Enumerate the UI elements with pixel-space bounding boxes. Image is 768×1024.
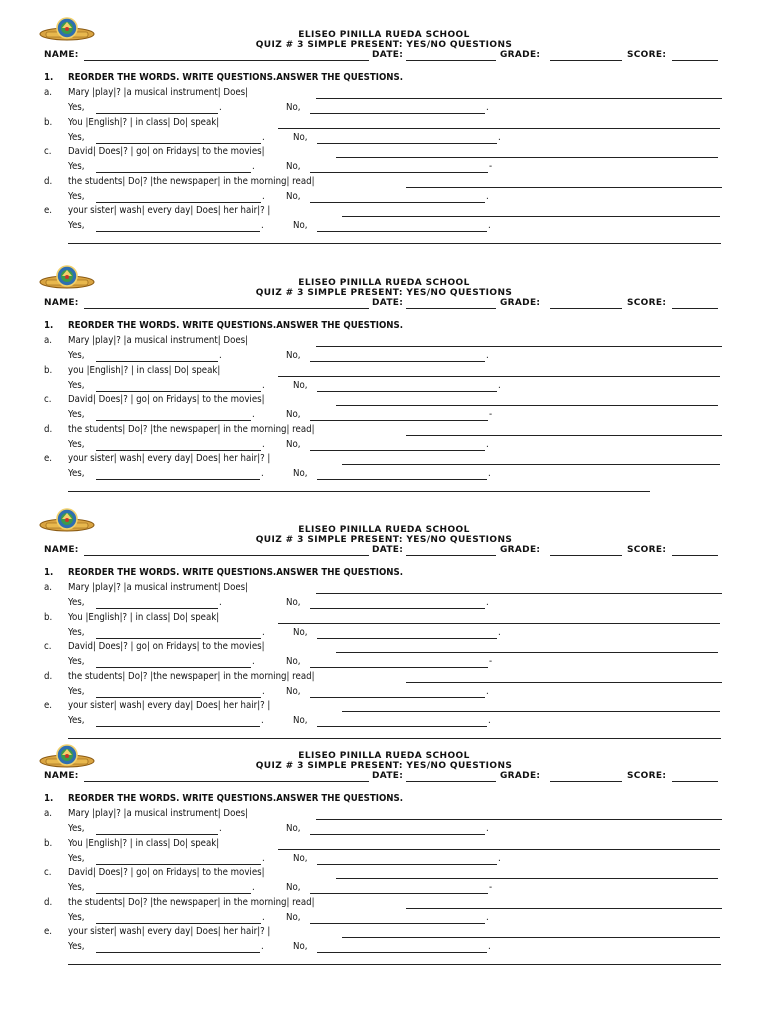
score-field[interactable] (672, 308, 718, 309)
question-answer-line[interactable] (278, 376, 720, 377)
yes-period: . (252, 882, 255, 893)
yes-period: . (252, 161, 255, 172)
yes-period: . (261, 220, 264, 231)
no-answer-line[interactable] (310, 420, 488, 421)
no-label: No, (286, 911, 301, 923)
answer-row (44, 350, 724, 364)
question-prompt: David| Does|? | go| on Fridays| to the movies| (68, 394, 265, 405)
yes-answer-line[interactable] (96, 667, 251, 668)
student-info-row (44, 771, 724, 783)
no-period: . (488, 220, 491, 231)
no-label: No, (286, 685, 301, 697)
answer-row (44, 220, 724, 234)
question-row (44, 394, 724, 408)
no-answer-line[interactable] (310, 697, 485, 698)
yes-period: . (262, 379, 265, 391)
yes-label: Yes, (68, 941, 85, 952)
quiz-title: QUIZ # 3 SIMPLE PRESENT: YES/NO QUESTIONS (255, 40, 513, 50)
yes-answer-line[interactable] (96, 479, 260, 480)
yes-label: Yes, (68, 220, 85, 231)
question-row (44, 176, 724, 190)
question-answer-line[interactable] (316, 819, 722, 820)
yes-label: Yes, (68, 911, 85, 923)
no-label: No, (286, 823, 301, 834)
grade-label: GRADE: (500, 50, 541, 60)
yes-answer-line[interactable] (96, 726, 260, 727)
question-row (44, 808, 724, 822)
answer-row (44, 161, 724, 175)
no-label: No, (286, 102, 301, 113)
question-prompt: your sister| wash| every day| Does| her hair|? | (68, 453, 271, 464)
no-answer-line[interactable] (317, 864, 497, 865)
answer-row (44, 468, 724, 482)
yes-period: . (219, 823, 222, 834)
name-field[interactable] (84, 781, 369, 782)
yes-answer-line[interactable] (96, 361, 218, 362)
no-answer-line[interactable] (310, 172, 488, 173)
instruction-text: REORDER THE WORDS. WRITE QUESTIONS.ANSWER THE QUESTIONS. (68, 72, 404, 83)
no-answer-line[interactable] (317, 143, 497, 144)
answer-row (44, 627, 724, 641)
grade-label: GRADE: (500, 298, 541, 308)
grade-field[interactable] (550, 555, 622, 556)
question-prompt: the students| Do|? |the newspaper| in the morning| read| (68, 175, 315, 187)
question-marker: b. (44, 116, 53, 128)
question-row (44, 641, 724, 655)
no-answer-line[interactable] (310, 608, 485, 609)
final-answer-line[interactable] (68, 243, 721, 244)
yes-period: . (261, 715, 264, 726)
name-field[interactable] (84, 308, 369, 309)
answer-row (44, 823, 724, 837)
school-name: ELISEO PINILLA RUEDA SCHOOL (298, 30, 470, 40)
no-period: . (486, 102, 489, 113)
question-row (44, 424, 724, 438)
question-answer-line[interactable] (336, 652, 718, 653)
no-label: No, (293, 379, 308, 391)
no-label: No, (286, 438, 301, 450)
question-row (44, 453, 724, 467)
no-period: - (489, 161, 493, 172)
answer-row (44, 853, 724, 867)
question-answer-line[interactable] (316, 346, 722, 347)
question-answer-line[interactable] (406, 187, 722, 188)
question-answer-line[interactable] (406, 908, 722, 909)
question-row (44, 87, 724, 101)
question-answer-line[interactable] (316, 98, 722, 99)
no-period: . (486, 823, 489, 834)
date-label: DATE: (372, 771, 404, 781)
no-answer-line[interactable] (310, 450, 485, 451)
question-row (44, 335, 724, 349)
question-prompt: your sister| wash| every day| Does| her hair|? | (68, 926, 271, 937)
yes-answer-line[interactable] (96, 638, 261, 639)
no-label: No, (286, 597, 301, 608)
no-period: . (486, 438, 489, 450)
question-answer-line[interactable] (278, 623, 720, 624)
question-answer-line[interactable] (342, 216, 720, 217)
question-marker: a. (44, 808, 53, 819)
score-label: SCORE: (627, 545, 667, 555)
no-label: No, (293, 715, 308, 726)
question-marker: c. (44, 394, 52, 405)
question-marker: b. (44, 611, 53, 623)
no-label: No, (293, 468, 308, 479)
yes-label: Yes, (68, 597, 85, 608)
no-label: No, (286, 161, 301, 172)
answer-row (44, 102, 724, 116)
question-answer-line[interactable] (336, 878, 718, 879)
yes-answer-line[interactable] (96, 608, 218, 609)
yes-label: Yes, (68, 438, 85, 450)
no-answer-line[interactable] (310, 893, 488, 894)
yes-period: . (219, 597, 222, 608)
no-label: No, (286, 409, 301, 420)
yes-period: . (252, 409, 255, 420)
grade-field[interactable] (550, 781, 622, 782)
question-prompt: You |English|? | in class| Do| speak| (68, 611, 220, 623)
yes-answer-line[interactable] (96, 952, 260, 953)
question-row (44, 146, 724, 160)
yes-label: Yes, (68, 102, 85, 113)
yes-answer-line[interactable] (96, 143, 261, 144)
score-label: SCORE: (627, 771, 667, 781)
date-field[interactable] (406, 781, 496, 782)
no-label: No, (293, 941, 308, 952)
yes-period: . (262, 852, 265, 864)
instruction-row (44, 320, 724, 334)
answer-row (44, 132, 724, 146)
yes-period: . (262, 626, 265, 638)
question-row (44, 205, 724, 219)
score-field[interactable] (672, 781, 718, 782)
yes-answer-line[interactable] (96, 864, 261, 865)
question-answer-line[interactable] (342, 937, 720, 938)
no-answer-line[interactable] (310, 667, 488, 668)
question-answer-line[interactable] (278, 128, 720, 129)
no-period: . (498, 379, 501, 391)
yes-label: Yes, (68, 161, 85, 172)
grade-label: GRADE: (500, 771, 541, 781)
quiz-block (0, 729, 768, 969)
school-name: ELISEO PINILLA RUEDA SCHOOL (298, 751, 470, 761)
answer-row (44, 912, 724, 926)
yes-label: Yes, (68, 409, 85, 420)
no-answer-line[interactable] (317, 391, 497, 392)
question-row (44, 582, 724, 596)
question-prompt: David| Does|? | go| on Fridays| to the movies| (68, 641, 265, 652)
answer-row (44, 191, 724, 205)
no-label: No, (293, 220, 308, 231)
no-period: . (488, 941, 491, 952)
yes-label: Yes, (68, 852, 85, 864)
name-field[interactable] (84, 60, 369, 61)
yes-period: . (262, 438, 265, 450)
yes-label: Yes, (68, 468, 85, 479)
student-info-row (44, 298, 724, 310)
answer-row (44, 380, 724, 394)
question-row (44, 926, 724, 940)
no-period: . (486, 685, 489, 697)
quiz-block (0, 503, 768, 743)
yes-label: Yes, (68, 882, 85, 893)
no-label: No, (286, 190, 301, 202)
no-period: . (498, 626, 501, 638)
question-marker: e. (44, 700, 53, 711)
question-answer-line[interactable] (342, 464, 720, 465)
no-answer-line[interactable] (310, 361, 485, 362)
yes-period: . (262, 190, 265, 202)
instruction-row (44, 793, 724, 807)
final-answer-line[interactable] (68, 491, 650, 492)
date-field[interactable] (406, 555, 496, 556)
answer-row (44, 882, 724, 896)
yes-period: . (262, 685, 265, 697)
final-answer-line[interactable] (68, 964, 721, 965)
quiz-block (0, 8, 768, 248)
no-period: . (486, 350, 489, 361)
question-prompt: You |English|? | in class| Do| speak| (68, 116, 220, 128)
yes-period: . (219, 350, 222, 361)
yes-period: . (252, 656, 255, 667)
question-prompt: David| Does|? | go| on Fridays| to the movies| (68, 146, 265, 157)
answer-row (44, 597, 724, 611)
question-prompt: Mary |play|? |a musical instrument| Does| (68, 808, 249, 819)
school-name: ELISEO PINILLA RUEDA SCHOOL (298, 278, 470, 288)
question-answer-line[interactable] (342, 711, 720, 712)
no-period: . (498, 131, 501, 143)
question-prompt: the students| Do|? |the newspaper| in the morning| read| (68, 423, 315, 435)
yes-period: . (262, 911, 265, 923)
no-answer-line[interactable] (317, 479, 487, 480)
no-label: No, (286, 656, 301, 667)
yes-label: Yes, (68, 715, 85, 726)
date-field[interactable] (406, 60, 496, 61)
yes-answer-line[interactable] (96, 697, 261, 698)
yes-period: . (261, 468, 264, 479)
yes-label: Yes, (68, 656, 85, 667)
instruction-number: 1. (44, 72, 54, 83)
question-row (44, 867, 724, 881)
no-answer-line[interactable] (317, 952, 487, 953)
question-marker: c. (44, 641, 52, 652)
question-prompt: your sister| wash| every day| Does| her hair|? | (68, 205, 271, 216)
quiz-title: QUIZ # 3 SIMPLE PRESENT: YES/NO QUESTIONS (255, 535, 513, 545)
no-period: . (486, 190, 489, 202)
score-label: SCORE: (627, 50, 667, 60)
question-marker: a. (44, 335, 53, 346)
instruction-text: REORDER THE WORDS. WRITE QUESTIONS.ANSWER THE QUESTIONS. (68, 567, 404, 578)
question-prompt: David| Does|? | go| on Fridays| to the movies| (68, 867, 265, 878)
question-answer-line[interactable] (336, 405, 718, 406)
yes-period: . (219, 102, 222, 113)
question-marker: e. (44, 926, 53, 937)
instruction-row (44, 72, 724, 86)
question-prompt: the students| Do|? |the newspaper| in the morning| read| (68, 896, 315, 908)
yes-label: Yes, (68, 131, 85, 143)
question-answer-line[interactable] (406, 682, 722, 683)
yes-answer-line[interactable] (96, 113, 218, 114)
question-row (44, 700, 724, 714)
date-label: DATE: (372, 298, 404, 308)
yes-answer-line[interactable] (96, 202, 261, 203)
yes-answer-line[interactable] (96, 172, 251, 173)
yes-label: Yes, (68, 190, 85, 202)
question-answer-line[interactable] (316, 593, 722, 594)
name-label: NAME: (44, 545, 79, 555)
score-field[interactable] (672, 60, 718, 61)
yes-answer-line[interactable] (96, 923, 261, 924)
no-answer-line[interactable] (317, 726, 487, 727)
question-row (44, 838, 724, 852)
instruction-number: 1. (44, 793, 54, 804)
yes-label: Yes, (68, 379, 85, 391)
name-label: NAME: (44, 50, 79, 60)
question-prompt: you |English|? | in class| Do| speak| (68, 364, 221, 376)
question-marker: e. (44, 453, 53, 464)
quiz-title: QUIZ # 3 SIMPLE PRESENT: YES/NO QUESTIONS (255, 288, 513, 298)
question-marker: e. (44, 205, 53, 216)
question-row (44, 897, 724, 911)
no-period: - (489, 656, 493, 667)
question-row (44, 117, 724, 131)
question-row (44, 365, 724, 379)
name-label: NAME: (44, 298, 79, 308)
question-marker: d. (44, 423, 53, 435)
yes-answer-line[interactable] (96, 450, 261, 451)
no-period: . (488, 715, 491, 726)
question-marker: a. (44, 582, 53, 593)
yes-period: . (261, 941, 264, 952)
name-label: NAME: (44, 771, 79, 781)
question-prompt: the students| Do|? |the newspaper| in the morning| read| (68, 670, 315, 682)
instruction-text: REORDER THE WORDS. WRITE QUESTIONS.ANSWER THE QUESTIONS. (68, 320, 404, 331)
score-field[interactable] (672, 555, 718, 556)
quiz-title: QUIZ # 3 SIMPLE PRESENT: YES/NO QUESTIONS (255, 761, 513, 771)
no-label: No, (293, 626, 308, 638)
no-period: - (489, 882, 493, 893)
no-label: No, (286, 350, 301, 361)
grade-field[interactable] (550, 60, 622, 61)
date-label: DATE: (372, 50, 404, 60)
quiz-block (0, 256, 768, 496)
yes-label: Yes, (68, 823, 85, 834)
grade-field[interactable] (550, 308, 622, 309)
question-row (44, 671, 724, 685)
question-marker: d. (44, 175, 53, 187)
question-prompt: Mary |play|? |a musical instrument| Does| (68, 335, 249, 346)
answer-row (44, 941, 724, 955)
no-answer-line[interactable] (310, 202, 485, 203)
student-info-row (44, 545, 724, 557)
no-period: - (489, 409, 493, 420)
question-marker: d. (44, 896, 53, 908)
yes-answer-line[interactable] (96, 231, 260, 232)
yes-answer-line[interactable] (96, 834, 218, 835)
yes-answer-line[interactable] (96, 893, 251, 894)
question-answer-line[interactable] (336, 157, 718, 158)
question-marker: c. (44, 867, 52, 878)
answer-row (44, 715, 724, 729)
question-prompt: Mary |play|? |a musical instrument| Does| (68, 582, 249, 593)
no-period: . (486, 597, 489, 608)
yes-label: Yes, (68, 350, 85, 361)
yes-label: Yes, (68, 685, 85, 697)
no-period: . (486, 911, 489, 923)
score-label: SCORE: (627, 298, 667, 308)
instruction-row (44, 567, 724, 581)
question-prompt: Mary |play|? |a musical instrument| Does| (68, 87, 249, 98)
yes-answer-line[interactable] (96, 391, 261, 392)
answer-row (44, 656, 724, 670)
grade-label: GRADE: (500, 545, 541, 555)
school-name: ELISEO PINILLA RUEDA SCHOOL (298, 525, 470, 535)
no-period: . (498, 852, 501, 864)
answer-row (44, 409, 724, 423)
question-marker: b. (44, 364, 53, 376)
yes-label: Yes, (68, 626, 85, 638)
student-info-row (44, 50, 724, 62)
question-answer-line[interactable] (278, 849, 720, 850)
instruction-number: 1. (44, 567, 54, 578)
no-label: No, (293, 852, 308, 864)
instruction-number: 1. (44, 320, 54, 331)
no-answer-line[interactable] (310, 113, 485, 114)
yes-answer-line[interactable] (96, 420, 251, 421)
question-marker: b. (44, 837, 53, 849)
question-prompt: your sister| wash| every day| Does| her hair|? | (68, 700, 271, 711)
question-row (44, 612, 724, 626)
question-marker: a. (44, 87, 53, 98)
question-prompt: You |English|? | in class| Do| speak| (68, 837, 220, 849)
question-marker: c. (44, 146, 52, 157)
no-label: No, (293, 131, 308, 143)
no-answer-line[interactable] (310, 923, 485, 924)
no-answer-line[interactable] (317, 638, 497, 639)
question-answer-line[interactable] (406, 435, 722, 436)
instruction-text: REORDER THE WORDS. WRITE QUESTIONS.ANSWER THE QUESTIONS. (68, 793, 404, 804)
no-period: . (488, 468, 491, 479)
answer-row (44, 439, 724, 453)
no-answer-line[interactable] (317, 231, 487, 232)
no-label: No, (286, 882, 301, 893)
date-label: DATE: (372, 545, 404, 555)
answer-row (44, 686, 724, 700)
question-marker: d. (44, 670, 53, 682)
yes-period: . (262, 131, 265, 143)
name-field[interactable] (84, 555, 369, 556)
no-answer-line[interactable] (310, 834, 485, 835)
date-field[interactable] (406, 308, 496, 309)
